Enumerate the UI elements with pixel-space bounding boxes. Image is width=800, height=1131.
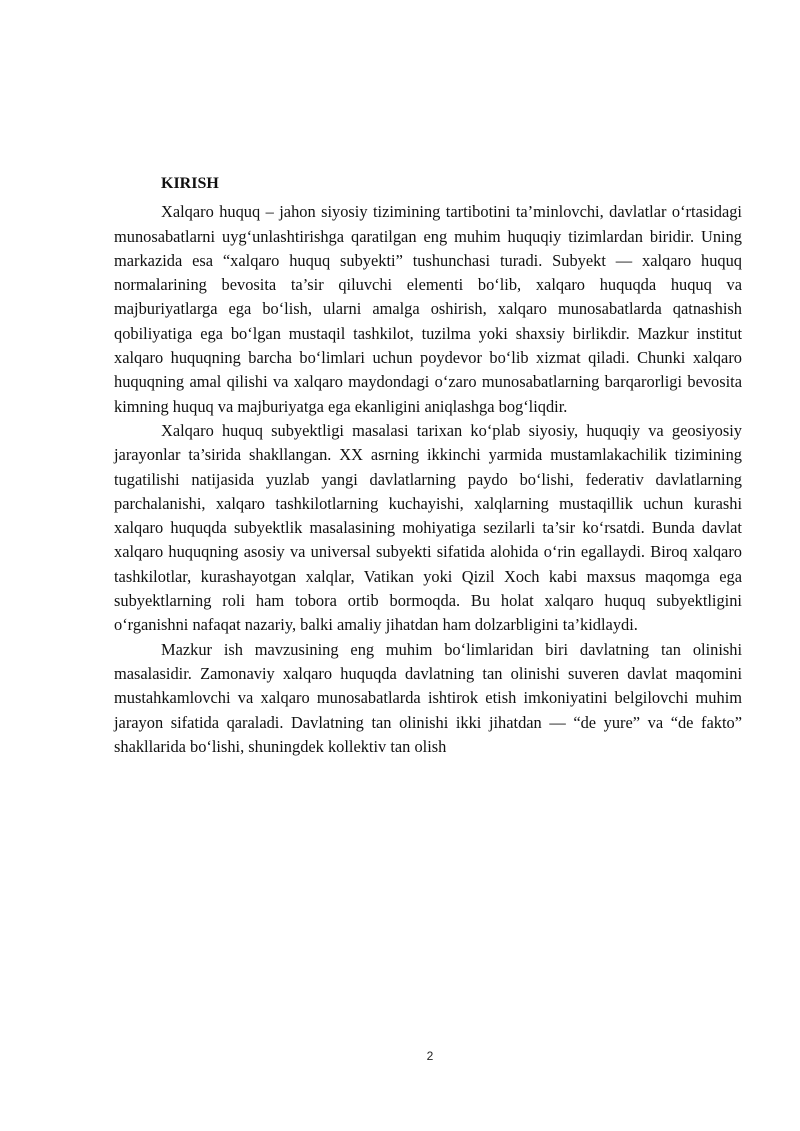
document-body <box>114 172 742 759</box>
paragraph-3: Mazkur ish mavzusining eng muhim bo‘limlaridan biri davlatning tan olinishi masalasidir. Zamonaviy xalqaro huquqda davlatning tan olinishi suveren davlat maqomini mustahkamlovchi va xalqaro munosabatlarda ishtirok etish imkoniyatini belgilovchi muhim jarayon sifatida qaraladi. Davlatning tan olinishi ikki jihatdan — “de yure” va “de fakto” shakllarida bo‘lishi, shuningdek kollektiv tan olish <box>114 639 742 756</box>
page-number: 2 <box>426 1049 434 1063</box>
paragraph-2: Xalqaro huquq subyektligi masalasi tarixan ko‘plab siyosiy, huquqiy va geosiyosiy jarayonlar ta’sirida shakllangan. XX asrning ikkinchi yarmida mustamlakachilik tizimining tugatilishi natijasida yuzlab yangi davlatlarning paydo bo‘lishi, federativ davlatlarning parchalanishi, xalqaro tashkilotlarning kuchayishi, xalqlarning mustaqillik uchun kurashi xalqaro huquqda subyektlik masalasining mohiyatiga sezilarli ta’sir ko‘rsatdi. Bunda davlat xalqaro huquqning asosiy va universal subyekti sifatida alohida o‘rin egallaydi. Biroq xalqaro tashkilotlar, kurashayotgan xalqlar, Vatikan yoki Qizil Xoch kabi maxsus maqomga ega subyektlarning roli ham tobora ortib bormoqda. Bu holat xalqaro huquq subyektligini o‘rganishni nafaqat nazariy, balki amaliy jihatdan ham dolzarbligini ta’kidlaydi. <box>114 420 742 635</box>
paragraph-1: Xalqaro huquq – jahon siyosiy tizimining tartibotini ta’minlovchi, davlatlar o‘rtasidagi munosabatlarni uyg‘unlashtirishga qaratilgan eng muhim huquqiy tizimlardan biridir. Uning markazida esa “xalqaro huquq subyekti” tushunchasi turadi. Subyekt — xalqaro huquq normalarining bevosita ta’sir qiluvchi elementi bo‘lib, xalqaro huquqda huquq va majburiyatlarga ega bo‘lish, ularni amalga oshirish, xalqaro munosabatlarda qatnashish qobiliyatiga ega bo‘lgan mustaqil tashkilot, tuzilma yoki shaxsiy birlikdir. Mazkur institut xalqaro huquqning barcha bo‘limlari uchun poydevor bo‘lib xizmat qiladi. Chunki xalqaro huquqning amal qilishi va xalqaro maydondagi o‘zaro munosabatlarning barqarorligi bevosita kimning huquq va majburiyatga ega ekanligini aniqlashga bog‘liqdir. <box>114 202 742 416</box>
section-heading: KIRISH <box>161 175 219 192</box>
